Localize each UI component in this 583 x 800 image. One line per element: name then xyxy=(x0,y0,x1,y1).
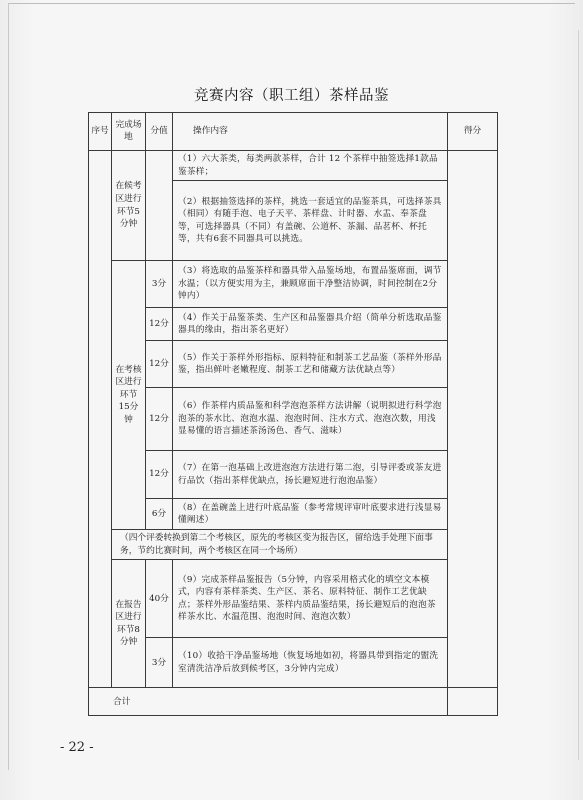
item-3: （3）将选取的品鉴茶样和器具带入品鉴场地，布置品鉴席面，调节水温；（以方便实用为主，兼顾席面干净整洁协调，时间控制在2分钟内） xyxy=(173,261,448,308)
section-place-1: 在候考区进行环节5分钟 xyxy=(112,151,146,261)
tasting-table xyxy=(88,112,498,716)
table-row xyxy=(89,560,498,638)
item-8: （8）在盖碗盖上进行叶底品鉴（参考常规评审叶底要求进行浅显易懂阐述） xyxy=(173,499,448,530)
transition-row xyxy=(89,530,498,560)
score-cell-1 xyxy=(146,151,173,261)
transition-note: （四个评委转换到第二个考核区，原先的考核区变为报告区，留给选手处理下面事务，节约比赛时间，两个考核区在同一个场所） xyxy=(112,530,448,560)
no-cell xyxy=(89,151,112,688)
document-title: 竞赛内容（职工组）茶样品鉴 xyxy=(194,88,389,104)
item-1: （1）六大茶类，每类两款茶样，合计 12 个茶样中抽签选择1款品鉴茶样； xyxy=(173,151,448,181)
table-row xyxy=(89,341,498,388)
section-place-3: 在报告区进行环节8分钟 xyxy=(112,560,146,688)
score-10: 3分 xyxy=(146,638,173,688)
item-10: （10）收拾干净品鉴场地（恢复场地如初，将器具带到指定的盥洗室清洗洁净后放到候考区，3分钟内完成） xyxy=(173,638,448,688)
total-row xyxy=(89,688,498,716)
total-label: 合计 xyxy=(89,688,448,716)
table-row xyxy=(89,308,498,341)
score-8: 6分 xyxy=(146,499,173,530)
page-edge-right xyxy=(578,30,579,760)
table-row xyxy=(89,499,498,530)
header-no: 序号 xyxy=(89,113,112,151)
page-number: - 22 - xyxy=(60,740,94,755)
score-3: 3分 xyxy=(146,261,173,308)
table-row xyxy=(89,388,498,451)
header-score: 分值 xyxy=(146,113,173,151)
table-row xyxy=(89,451,498,499)
section-place-2: 在考核区进行环节15分钟 xyxy=(112,261,146,530)
item-6: （6）作茶样内质品鉴和科学泡泡茶样方法讲解（说明拟进行科学泡泡茶的茶水比、泡泡水温、泡泡时间、注水方式、泡泡次数，用浅显易懂的语言描述茶汤汤色、香气、滋味） xyxy=(173,388,448,451)
header-row xyxy=(89,113,498,151)
header-place: 完成场地 xyxy=(112,113,146,151)
item-5: （5）作关于茶样外形指标、原料特征和制茶工艺品鉴（茶样外形品鉴，指出鲜叶老嫩程度、制茶工艺和储藏方法优缺点等） xyxy=(173,341,448,388)
score-5: 12分 xyxy=(146,341,173,388)
page-edge-left xyxy=(8,3,9,770)
item-4: （4）作关于品鉴茶类、生产区和品鉴器具介绍（简单分析选取品鉴器具的缘由，指出茶名更好） xyxy=(173,308,448,341)
result-cell xyxy=(448,151,498,688)
page-edge-top xyxy=(8,3,575,4)
item-9: （9）完成茶样品鉴报告（5分钟，内容采用格式化的填空文本模式，内容有茶样茶类、生产区、茶名、原料特征、制作工艺优缺点；茶样外形品鉴结果、茶样内质品鉴结果，扬长避短后的泡泡茶样茶水比、水温范围、泡泡时间、泡泡次数） xyxy=(173,560,448,638)
table-row xyxy=(89,261,498,308)
item-2: （2）根据抽签选择的茶样，挑选一套适宜的品鉴茶具，可选择茶具（相同）有随手泡、电子天平、茶样盘、计时器、水盂、奉茶盘等，可选择器具（不同）有盖碗、公道杯、茶漏、品茗杯、杯托等，共有6套不同器具可以挑选。 xyxy=(173,181,448,261)
table-row xyxy=(89,638,498,688)
score-4: 12分 xyxy=(146,308,173,341)
score-7: 12分 xyxy=(146,451,173,499)
total-score-cell xyxy=(448,688,498,716)
score-9: 40分 xyxy=(146,560,173,638)
score-6: 12分 xyxy=(146,388,173,451)
item-7: （7）在第一泡基础上改进泡泡方法进行第二泡，引导评委或茶友进行品饮（指出茶样优缺点，扬长避短进行泡泡品鉴） xyxy=(173,451,448,499)
header-content: 操作内容 xyxy=(173,113,448,151)
table-row xyxy=(89,151,498,181)
header-result: 得分 xyxy=(448,113,498,151)
